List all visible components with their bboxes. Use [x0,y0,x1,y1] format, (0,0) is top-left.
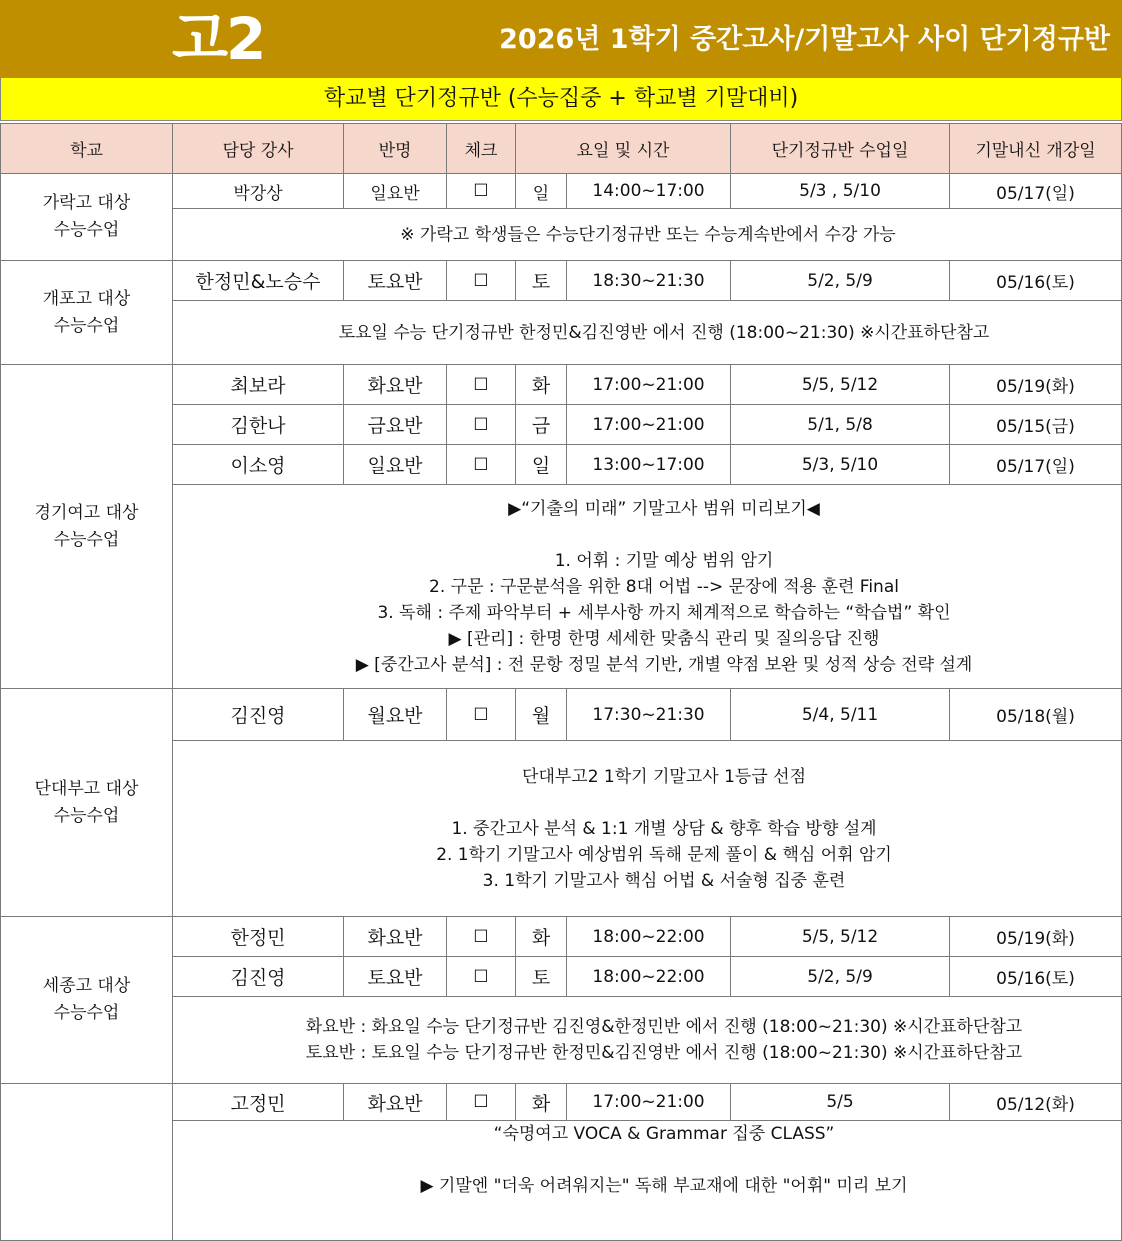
school-name: 세종고 대상 [42,976,131,996]
day-cell: 화 [516,917,567,957]
class-cell: 토요반 [344,957,447,997]
class-cell: 화요반 [344,365,447,405]
school-cell [1,174,173,261]
note-line: 2. 구문 : 구문분석을 위한 8대 어법 --> 문장에 적용 훈련 Final [429,576,899,597]
dates-cell: 5/2, 5/9 [731,261,950,301]
dates-cell: 5/3 , 5/10 [731,174,950,209]
day-cell: 일 [516,445,567,485]
school-cell [1,1084,173,1241]
class-cell: 금요반 [344,405,447,445]
note-line: 1. 중간고사 분석 & 1:1 개별 상담 & 향후 학습 방향 설계 [451,818,877,839]
time-cell: 17:30~21:30 [567,689,731,741]
class-cell: 일요반 [344,445,447,485]
time-cell: 18:30~21:30 [567,261,731,301]
open-date-cell: 05/19(화) [950,365,1122,405]
dates-cell: 5/5 [731,1084,950,1121]
school-subject: 수능수업 [53,1003,120,1023]
school-name: 가락고 대상 [42,193,131,213]
day-cell: 화 [516,1084,567,1121]
time-cell: 17:00~21:00 [567,1084,731,1121]
note-line: 단대부고2 1학기 기말고사 1등급 선점 [522,766,806,787]
class-cell: 일요반 [344,174,447,209]
day-cell: 토 [516,957,567,997]
note-line: 3. 독해 : 주제 파악부터 + 세부사항 까지 체계적으로 학습하는 “학습법” 확인 [377,602,951,623]
school-cell [1,689,173,917]
col-header-open: 기말내신 개강일 [950,124,1122,174]
checkbox[interactable]: ☐ [447,1084,516,1121]
checkbox[interactable]: ☐ [447,917,516,957]
col-header-school: 학교 [1,124,173,174]
day-cell: 월 [516,689,567,741]
checkbox[interactable]: ☐ [447,365,516,405]
checkbox[interactable]: ☐ [447,174,516,209]
subtitle-bar: 학교별 단기정규반 (수능집중 + 학교별 기말대비) [0,78,1122,121]
school-name: 개포고 대상 [42,288,131,309]
class-cell: 화요반 [344,917,447,957]
grade-label: 고2 [172,5,265,73]
school-cell [1,365,173,689]
class-cell: 토요반 [344,261,447,301]
col-header-class: 반명 [344,124,447,174]
teacher-cell: 한정민&노승수 [173,261,344,301]
time-cell: 18:00~22:00 [567,957,731,997]
note-cell [173,209,1122,261]
header-row [1,124,1122,174]
table-row [1,174,1122,209]
school-subject: 수능수업 [53,315,120,336]
table-row [1,365,1122,405]
open-date-cell: 05/12(화) [950,1084,1122,1121]
note-line: ▶ [중간고사 분석] : 전 문항 정밀 분석 기반, 개별 약점 보완 및 성적 상승 전략 설계 [355,654,973,675]
class-cell: 화요반 [344,1084,447,1121]
time-cell: 17:00~21:00 [567,405,731,445]
note-line: ▶ [관리] : 한명 한명 세세한 맞춤식 관리 및 질의응답 진행 [448,628,880,649]
school-subject: 수능수업 [53,529,120,550]
open-date-cell: 05/16(토) [950,261,1122,301]
open-date-cell: 05/17(일) [950,174,1122,209]
note-line: 1. 어휘 : 기말 예상 범위 암기 [554,550,774,571]
table-row [1,261,1122,301]
class-cell: 월요반 [344,689,447,741]
teacher-cell: 이소영 [173,445,344,485]
note-cell [173,741,1122,917]
checkbox[interactable]: ☐ [447,957,516,997]
dates-cell: 5/4, 5/11 [731,689,950,741]
school-subject: 수능수업 [53,220,120,240]
checkbox[interactable]: ☐ [447,689,516,741]
col-header-dates: 단기정규반 수업일 [731,124,950,174]
col-header-teacher: 담당 강사 [173,124,344,174]
teacher-cell: 김진영 [173,689,344,741]
note-spacer [173,522,1121,548]
school-name: 경기여고 대상 [34,502,139,523]
day-cell: 일 [516,174,567,209]
note-spacer [173,790,1121,816]
note-cell [173,997,1122,1084]
school-subject: 수능수업 [53,805,120,826]
teacher-cell: 김한나 [173,405,344,445]
header-bar [0,0,1122,78]
dates-cell: 5/5, 5/12 [731,365,950,405]
dates-cell: 5/3, 5/10 [731,445,950,485]
note-line: ※ 가락고 학생들은 수능단기정규반 또는 수능계속반에서 수강 가능 [400,224,896,245]
open-date-cell: 05/15(금) [950,405,1122,445]
school-name: 단대부고 대상 [34,778,139,799]
school-cell [1,261,173,365]
table-row [1,689,1122,741]
table-row [1,917,1122,957]
open-date-cell: 05/18(월) [950,689,1122,741]
note-line: 2. 1학기 기말고사 예상범위 독해 문제 풀이 & 핵심 어휘 암기 [436,844,892,865]
note-spacer [173,1147,1121,1173]
day-cell: 금 [516,405,567,445]
page-title: 2026년 1학기 중간고사/기말고사 사이 단기정규반 [499,24,1110,55]
time-cell: 14:00~17:00 [567,174,731,209]
day-cell: 화 [516,365,567,405]
note-cell [173,301,1122,365]
col-header-schedule: 요일 및 시간 [516,124,731,174]
checkbox[interactable]: ☐ [447,445,516,485]
checkbox[interactable]: ☐ [447,261,516,301]
teacher-cell: 고정민 [173,1084,344,1121]
table-row [1,1084,1122,1121]
open-date-cell: 05/16(토) [950,957,1122,997]
time-cell: 13:00~17:00 [567,445,731,485]
day-cell: 토 [516,261,567,301]
teacher-cell: 박강상 [173,174,344,209]
note-line: 3. 1학기 기말고사 핵심 어법 & 서술형 집중 훈련 [482,870,846,891]
dates-cell: 5/5, 5/12 [731,917,950,957]
checkbox[interactable]: ☐ [447,405,516,445]
schedule-table [0,123,1122,1241]
note-cell [173,1121,1122,1241]
teacher-cell: 한정민 [173,917,344,957]
note-line: “숙명여고 VOCA & Grammar 집중 CLASS” [493,1124,835,1144]
open-date-cell: 05/17(일) [950,445,1122,485]
time-cell: 18:00~22:00 [567,917,731,957]
col-header-check: 체크 [447,124,516,174]
note-line: ▶“기출의 미래” 기말고사 범위 미리보기◀ [508,498,820,519]
open-date-cell: 05/19(화) [950,917,1122,957]
note-line: 토요일 수능 단기정규반 한정민&김진영반 에서 진행 (18:00~21:30) ※시간표하단참고 [338,322,990,343]
time-cell: 17:00~21:00 [567,365,731,405]
dates-cell: 5/2, 5/9 [731,957,950,997]
note-line: ▶ 기말엔 "더욱 어려워지는" 독해 부교재에 대한 "어휘" 미리 보기 [420,1176,908,1196]
dates-cell: 5/1, 5/8 [731,405,950,445]
teacher-cell: 최보라 [173,365,344,405]
school-cell [1,917,173,1084]
teacher-cell: 김진영 [173,957,344,997]
note-line: 화요반 : 화요일 수능 단기정규반 김진영&한정민반 에서 진행 (18:00~21:30) ※시간표하단참고 [305,1017,1023,1037]
note-line: 토요반 : 토요일 수능 단기정규반 한정민&김진영반 에서 진행 (18:00~21:30) ※시간표하단참고 [305,1043,1023,1063]
note-cell [173,485,1122,689]
